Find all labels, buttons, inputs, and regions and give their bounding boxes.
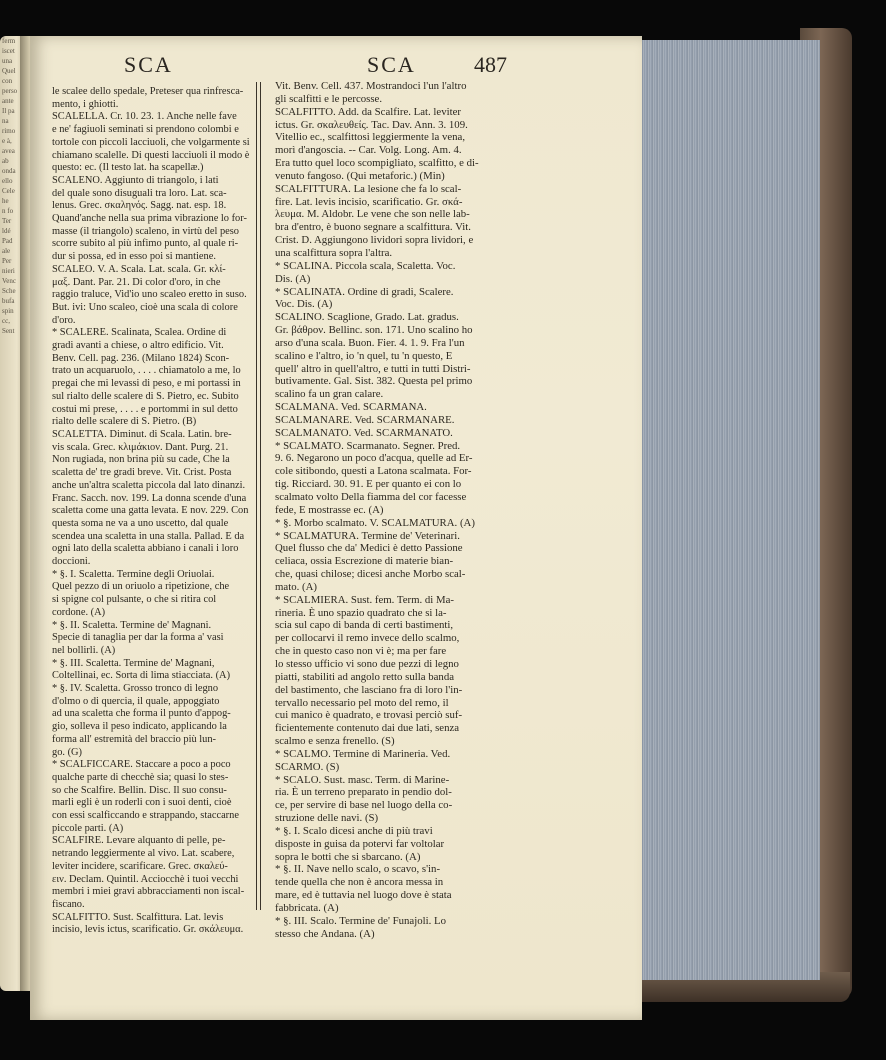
entry-line: gradi avanti a chiese, o altro edificio. Vit. <box>52 340 224 352</box>
entry-line: fire. Lat. levis incisio, scarificatio. Gr. σκά- <box>275 195 463 208</box>
entry-line: sopra le botti che si sbarcano. (A) <box>275 850 421 863</box>
entry-line: che in questo caso non vi è; ma per fare <box>275 645 447 658</box>
entry-line: ictus. Gr. σκαλευθείς. Tac. Dav. Ann. 3. 109. <box>275 118 468 131</box>
entry-line: scorre subito al più infimo punto, al quale ri- <box>52 238 239 250</box>
entry-line: Vit. Benv. Cell. 437. Mostrandoci l'un l'altro <box>275 80 467 92</box>
entry-line: scalino e l'altro, io 'n quel, tu 'n questo, E <box>275 349 453 362</box>
entry-line: * §. I. Scalo dicesi anche di più travi <box>275 824 433 837</box>
entry-line: del quale sono disuguali tra loro. Lat. sca- <box>52 187 227 199</box>
entry-line: tervallo necessario pel moto del remo, il <box>275 696 449 709</box>
entry-line: bra d'entro, è buono segnare a scalfittura. Vit. <box>275 221 471 234</box>
entry-line: incisio, levis ictus, scarificatio. Gr. σκάλευμα. <box>52 924 244 936</box>
entry-line: del bastimento, che lasciano fra di loro l'in- <box>275 683 463 696</box>
entry-line: * §. II. Scaletta. Termine de' Magnani. <box>52 619 212 631</box>
entry-line: membri i miei gravi abbracciamenti non iscal- <box>52 886 245 898</box>
left-page-fragment: rimo <box>2 127 16 135</box>
entry-line: fabbricata. (A) <box>275 902 339 914</box>
entry-line: * SCALERE. Scalinata, Scalea. Ordine di <box>52 327 227 339</box>
entry-line: arso d'una scala. Buon. Fier. 4. 1. 9. Fra l'un <box>275 336 465 349</box>
entry-line: * §. IV. Scaletta. Grosso tronco di legno <box>52 683 219 695</box>
entry-line: Benv. Cell. pag. 236. (Milano 1824) Scon- <box>52 352 230 364</box>
entry-line: lenus. Grec. σκαληνός. Sagg. nat. esp. 18. <box>52 200 227 212</box>
left-page-fragment: Sche <box>2 287 16 295</box>
entry-line: anche un'altra scaletta piccola dal lato dinanzi. <box>52 479 246 491</box>
entry-line: e ne' fagiuoli seminati si prendono colombi e <box>52 124 239 136</box>
entry-line: tortole con piccoli lacciuoli, che volgarmente si <box>52 136 250 148</box>
left-page-fragment: he <box>2 197 9 205</box>
entry-line: butivamente. Gal. Sist. 382. Questa pel primo <box>275 375 473 388</box>
column-rule <box>256 82 261 910</box>
entry-line: λευμα. M. Aldobr. Le vene che son nelle lab- <box>275 208 470 221</box>
left-page-fragment: ello <box>2 177 13 185</box>
left-page-fragment: Ter <box>2 217 12 225</box>
entry-line: * SCALINA. Piccola scala, Scaletta. Voc. <box>275 259 456 272</box>
left-page-fragment: ale <box>2 247 11 255</box>
left-page-fragment: Cele <box>2 187 15 195</box>
left-column <box>52 86 250 937</box>
entry-line: * SCALO. Sust. masc. Term. di Marine- <box>275 773 450 786</box>
entry-line: quell' altro in quell'altro, e tutti in tutti Distri- <box>275 362 471 375</box>
left-page-fragment: ldé <box>2 227 11 235</box>
entry-line: venuto fangoso. (Qui metaforic.) (Min) <box>275 169 445 182</box>
left-page-fragment: onda <box>2 167 16 175</box>
entry-line: go. (G) <box>52 746 83 758</box>
entry-line: marli egli è un roderli con i suoi denti, cioè <box>52 797 232 809</box>
entry-line: scendea una scaletta in una stalla. Pallad. E da <box>52 530 245 542</box>
page-number: 487 <box>474 52 507 77</box>
entry-line: gli scalfitti e le percosse. <box>275 92 383 105</box>
entry-line: cole sitibondo, questi a Latona scalmata. For- <box>275 465 472 478</box>
entry-line: Quel pezzo di un oriuolo a ripetizione, che <box>52 581 230 593</box>
entry-line: morì d'angoscia. -- Car. Volg. Long. Am. 4. <box>275 144 462 157</box>
entry-line: rialto delle scalere di S. Pietro. (B) <box>52 416 197 428</box>
left-page-fragment: n fo <box>2 207 14 215</box>
page-block-edges <box>622 40 820 980</box>
entry-line: * §. III. Scalo. Termine de' Funajoli. Lo <box>275 914 447 927</box>
entry-line: SCALFITTO. Add. da Scalfire. Lat. leviter <box>275 105 462 118</box>
right-column <box>275 80 501 941</box>
entry-line: che, quasi chilose; dicesi anche Morbo scal- <box>275 568 466 581</box>
left-page-fragment: ferm <box>2 37 16 45</box>
entry-line: si spigne col pulsante, o che si ritira col <box>52 594 217 606</box>
entry-line: rineria. È uno spazio quadrato che si la- <box>275 606 447 619</box>
entry-line: * SCALMATO. Scarmanato. Segner. Pred. <box>275 439 461 452</box>
entry-line: * SCALMIERA. Sust. fem. Term. di Ma- <box>275 593 454 606</box>
left-page-fragment: spin <box>2 307 14 315</box>
entry-line: SCARMO. (S) <box>275 760 340 773</box>
entry-line: le scalee dello spedale, Preteser qua rinfresca- <box>52 86 244 97</box>
entry-line: scaletta come una gatta levata. E nov. 229. Con <box>52 505 249 517</box>
entry-line: dur si possa, ed in esso poi si mantiene. <box>52 251 216 263</box>
entry-line: Crist. D. Aggiungono lividori sopra lividori, e <box>275 234 474 247</box>
entry-line: questa soma ne va a uno uscetto, dal quale <box>52 517 229 529</box>
left-page-fragment: iscet <box>2 47 15 55</box>
entry-line: * SCALFICCARE. Staccare a poco a poco <box>52 759 231 771</box>
entry-line: SCALMANARE. Ved. SCARMANARE. <box>275 413 455 426</box>
entry-line: scalmo e senza frenello. (S) <box>275 735 395 748</box>
entry-line: nel bollirli. (A) <box>52 644 116 656</box>
entry-line: sul rialto delle scalere di S. Pietro, ec. Subito <box>52 390 239 402</box>
left-page-fragment: perso <box>2 87 18 95</box>
entry-line: SCALFIRE. Levare alquanto di pelle, pe- <box>52 835 226 847</box>
entry-line: Era tutto quel loco scompigliato, scalfitto, e di- <box>275 157 479 170</box>
entry-line: questo: ec. (Il testo lat. ha scapellæ.) <box>52 162 204 174</box>
entry-line: * §. Morbo scalmato. V. SCALMATURA. (A) <box>275 516 475 529</box>
entry-line: * §. III. Scaletta. Termine de' Magnani, <box>52 657 215 669</box>
left-page-fragment: avea <box>2 147 15 155</box>
entry-line: Non rugiada, non brina più su cade, Che la <box>52 454 230 466</box>
entry-line: Voc. Dis. (A) <box>275 298 333 311</box>
entry-line: Coltellinai, ec. Sorta di lima stiacciata. (A) <box>52 670 231 682</box>
entry-line: μαξ. Dant. Par. 21. Di color d'oro, in che <box>52 276 221 288</box>
left-page-fragment: ab <box>2 157 9 165</box>
entry-line: disposte in guisa da potervi far voltolar <box>275 837 445 850</box>
running-head-right: SCA <box>367 52 416 77</box>
left-page-fragment: bufa <box>2 297 15 305</box>
entry-line: con essi scalficcando e strappando, staccarne <box>52 810 239 822</box>
entry-line: qualche parte di checchè sia; quasi lo stes- <box>52 771 229 783</box>
entry-line: * SCALMATURA. Termine de' Veterinari. <box>275 529 460 542</box>
left-page-fragment: Pad <box>2 237 13 245</box>
entry-line: * §. II. Nave nello scalo, o scavo, s'in- <box>275 863 441 876</box>
running-head-left: SCA <box>124 52 173 77</box>
entry-line: SCALINO. Scaglione, Grado. Lat. gradus. <box>275 311 459 324</box>
entry-line: fiscano. <box>52 899 85 910</box>
entry-line: ria. È un terreno preparato in pendio dol- <box>275 786 452 799</box>
entry-line: Quand'anche nella sua prima vibrazione lo for- <box>52 213 247 225</box>
entry-line: vis scala. Grec. κλιμάκιον. Dant. Purg. 21. <box>52 441 229 453</box>
entry-line: SCALMANA. Ved. SCARMANA. <box>275 401 427 414</box>
left-page-fragment: ante <box>2 97 14 105</box>
entry-line: SCALFITTO. Sust. Scalfittura. Lat. levis <box>52 911 224 923</box>
entry-line: chiamano scalelle. Di questi lacciuoli il modo è <box>52 149 250 161</box>
entry-line: per collocarvi il remo invece dello scalmo, <box>275 632 460 645</box>
entry-line: Vitellio ec., scalfittosi leggiermente la vena, <box>275 131 466 144</box>
entry-line: fede, E mostrasse ec. (A) <box>275 503 384 516</box>
entry-line: pregai che mi levassi di peso, e mi portassi in <box>52 378 241 390</box>
entry-line: ad una scaletta che forma il punto d'appog- <box>52 708 231 720</box>
entry-line: mento, i ghiotti. <box>52 98 119 110</box>
left-page-fragment: con <box>2 77 13 85</box>
left-page-fragment: Venc <box>2 277 16 285</box>
entry-line: But. ivi: Uno scaleo, cioè una scala di colore <box>52 301 238 313</box>
entry-line: ειν. Declam. Quintil. Acciocchè i tuoi vecchi <box>52 873 239 885</box>
entry-line: so che Scalfire. Bellin. Disc. Il suo consu- <box>52 784 227 796</box>
entry-line: ficientemente contenuto dai due lati, senza <box>275 722 460 735</box>
entry-line: scalino fa un gran calare. <box>275 388 384 401</box>
entry-line: 9. 6. Negarono un poco d'acqua, quelle ad Er- <box>275 452 473 465</box>
left-page-fragment: cc, <box>2 317 10 325</box>
entry-line: Specie di tanaglia per dar la forma a' vasi <box>52 632 224 644</box>
entry-line: scia sul capo di banda di certi bastimenti, <box>275 619 454 632</box>
entry-line: leviter incidere, scarificare. Grec. σκαλεύ- <box>52 860 228 872</box>
left-page-fragment: nieri <box>2 267 15 275</box>
entry-line: mato. (A) <box>275 580 317 593</box>
left-page-fragment: Il pa <box>2 107 15 115</box>
entry-line: tende quella che non è ancora messa in <box>275 876 444 889</box>
entry-line: d'olmo o di quercia, il quale, appoggiato <box>52 695 220 707</box>
entry-line: celiaca, ossia Escrezione di materie bian- <box>275 555 454 568</box>
entry-line: cordone. (A) <box>52 606 106 618</box>
entry-line: piccole parti. (A) <box>52 822 124 834</box>
entry-line: trato un acquaruolo, . . . . chiamatolo a me, lo <box>52 365 241 377</box>
left-page-fragment: Per <box>2 257 12 265</box>
entry-line: d'oro. <box>52 314 76 326</box>
entry-line: SCALETTA. Diminut. di Scala. Latin. bre- <box>52 428 232 440</box>
entry-line: lo stesso ufficio vi sono due pezzi di legno <box>275 657 459 670</box>
entry-line: * SCALINATA. Ordine di gradi, Scalere. <box>275 285 454 298</box>
entry-line: tig. Ricciard. 30. 91. E per quanto ei con lo <box>275 478 462 491</box>
left-page-fragment: una <box>2 57 13 65</box>
left-page-fragment: Quel <box>2 67 16 75</box>
left-page-fragment: e à, <box>2 137 12 145</box>
entry-line: stesso che Andana. (A) <box>275 927 375 940</box>
entry-line: scalmato volto Della fiamma del cor facesse <box>275 491 467 503</box>
left-page-fragment: Sent <box>2 327 15 335</box>
entry-line: SCALEO. V. A. Scala. Lat. scala. Gr. κλί- <box>52 263 226 275</box>
entry-line: struzione delle navi. (S) <box>275 812 379 825</box>
entry-line: SCALFITTURA. La lesione che fa lo scal- <box>275 182 462 195</box>
entry-line: SCALENO. Aggiunto di triangolo, i lati <box>52 174 219 186</box>
entry-line: raggio traluce, Vid'io uno scaleo eretto in suso. <box>52 289 247 301</box>
entry-line: * SCALMO. Termine di Marineria. Ved. <box>275 747 451 760</box>
entry-line: doccioni. <box>52 556 91 568</box>
entry-line: forma all' estremità del braccio più lun- <box>52 733 217 745</box>
entry-line: ogni lato della scaletta abbiano i canali i loro <box>52 543 239 555</box>
entry-line: SCALELLA. Cr. 10. 23. 1. Anche nelle fave <box>52 111 237 123</box>
entry-line: mare, ed è tuttavia nel luogo dove è stata <box>275 889 452 902</box>
entry-line: scaletta de' tre gradi breve. Vit. Crist. Posta <box>52 467 232 479</box>
entry-line: Gr. βάθρον. Bellinc. son. 171. Uno scalino ho <box>275 324 473 337</box>
entry-line: netrando leggiermente al vivo. Lat. scabere, <box>52 848 235 860</box>
entry-line: Dis. (A) <box>275 272 311 285</box>
entry-line: cui manico è quadrato, e trovasi perciò suf- <box>275 709 463 722</box>
entry-line: costui mi prese, . . . . e portommi in sul detto <box>52 403 238 415</box>
entry-line: * §. I. Scaletta. Termine degli Oriuolai. <box>52 568 215 580</box>
entry-line: ce, per servire di base nel luogo della co- <box>275 799 453 812</box>
entry-line: SCALMANATO. Ved. SCARMANATO. <box>275 426 453 439</box>
entry-line: una scalfittura sopra l'altra. <box>275 246 393 259</box>
entry-line: Quel flusso che da' Medici è detto Passione <box>275 542 463 555</box>
left-page-fragment: na <box>2 117 9 125</box>
entry-line: masse (il triangolo) scaleno, in virtù del peso <box>52 225 239 237</box>
entry-line: Franc. Sacch. nov. 199. La donna scende d'una <box>52 492 247 504</box>
entry-line: gio, solleva il peso indicato, applicando la <box>52 721 227 733</box>
entry-line: piatti, stabiliti ad angolo retto sulla banda <box>275 670 455 683</box>
